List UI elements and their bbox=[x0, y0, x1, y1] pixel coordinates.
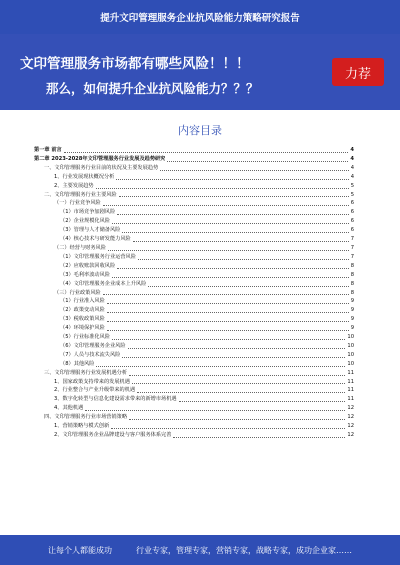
toc-entry-page: 11 bbox=[347, 387, 354, 394]
toc-leader-dots bbox=[160, 170, 349, 171]
toc-leader-dots bbox=[107, 312, 349, 313]
toc-entry-page: 5 bbox=[350, 191, 354, 198]
toc-entry-text: （4）文印管理服务企业成本上升风险 bbox=[60, 280, 147, 287]
table-of-contents bbox=[34, 146, 354, 440]
toc-entry-text: （2）企业规模化风险 bbox=[60, 218, 110, 225]
toc-leader-dots bbox=[96, 188, 349, 189]
top-banner bbox=[0, 0, 400, 34]
toc-entry-text: （2）应收账款回收风险 bbox=[60, 262, 116, 269]
toc-entry[interactable] bbox=[34, 271, 354, 280]
toc-entry[interactable] bbox=[34, 235, 354, 244]
toc-leader-dots bbox=[132, 383, 345, 384]
toc-entry-text: （6）文印管理服务企业风险 bbox=[60, 342, 126, 349]
toc-leader-dots bbox=[133, 241, 349, 242]
toc-entry[interactable] bbox=[34, 226, 354, 235]
toc-leader-dots bbox=[64, 152, 349, 153]
toc-entry-text: （一）行业竞争风险 bbox=[54, 200, 101, 207]
toc-entry-page: 8 bbox=[350, 271, 354, 278]
toc-entry-page: 8 bbox=[350, 262, 354, 269]
toc-leader-dots bbox=[107, 330, 349, 331]
toc-entry[interactable] bbox=[34, 333, 354, 342]
toc-entry[interactable] bbox=[34, 315, 354, 324]
badge-label: 力荐 bbox=[344, 66, 371, 82]
toc-entry-page: 9 bbox=[350, 316, 354, 323]
toc-entry-page: 6 bbox=[350, 218, 354, 225]
toc-entry-page: 8 bbox=[350, 289, 354, 296]
toc-entry-page: 4 bbox=[350, 155, 354, 162]
toc-entry-page: 6 bbox=[350, 200, 354, 207]
toc-leader-dots bbox=[112, 339, 345, 340]
toc-entry-page: 5 bbox=[350, 182, 354, 189]
footer-experts: 行业专家，管理专家，营销专家，战略专家，成功企业家…… bbox=[136, 545, 352, 555]
toc-entry-text: 1、国家政策支持带来的发展机遇 bbox=[54, 378, 130, 385]
toc-entry-page: 11 bbox=[347, 369, 354, 376]
toc-entry[interactable] bbox=[34, 369, 354, 378]
toc-leader-dots bbox=[129, 375, 345, 376]
toc-entry[interactable] bbox=[34, 386, 354, 395]
toc-entry-text: 四、文印管理服务行业市场营销策略 bbox=[44, 414, 128, 421]
toc-entry-page: 12 bbox=[347, 414, 354, 421]
recommend-badge bbox=[332, 58, 384, 86]
toc-leader-dots bbox=[129, 419, 345, 420]
footer-slogan: 让每个人都能成功 bbox=[48, 545, 112, 555]
toc-leader-dots bbox=[111, 428, 345, 429]
toc-entry[interactable] bbox=[34, 191, 354, 200]
toc-entry-text: 1、行业发展现状概况分析 bbox=[54, 173, 115, 180]
toc-entry[interactable] bbox=[34, 253, 354, 262]
toc-entry-page: 9 bbox=[350, 307, 354, 314]
toc-leader-dots bbox=[128, 348, 346, 349]
toc-leader-dots bbox=[117, 268, 349, 269]
footer-bar bbox=[0, 535, 400, 565]
toc-entry-page: 11 bbox=[347, 378, 354, 385]
toc-entry-text: 4、其他机遇 bbox=[54, 405, 84, 412]
toc-entry[interactable] bbox=[34, 413, 354, 422]
toc-entry[interactable] bbox=[34, 199, 354, 208]
toc-entry-text: （二）经营与财务风险 bbox=[54, 244, 106, 251]
toc-leader-dots bbox=[117, 214, 349, 215]
headline-question: 文印管理服务市场都有哪些风险！！！ bbox=[20, 56, 250, 72]
toc-entry[interactable] bbox=[34, 262, 354, 271]
toc-entry-text: （3）毛利率波动风险 bbox=[60, 271, 110, 278]
toc-title: 内容目录 bbox=[178, 124, 222, 137]
toc-leader-dots bbox=[108, 250, 349, 251]
toc-entry-text: （1）市场竞争加剧风险 bbox=[60, 209, 116, 216]
toc-leader-dots bbox=[112, 277, 349, 278]
toc-entry[interactable] bbox=[34, 422, 354, 431]
toc-entry-page: 12 bbox=[347, 405, 354, 412]
toc-entry-page: 10 bbox=[347, 334, 354, 341]
toc-entry-page: 10 bbox=[347, 342, 354, 349]
toc-leader-dots bbox=[179, 401, 346, 402]
report-title: 提升文印管理服务企业抗风险能力策略研究报告 bbox=[100, 13, 300, 24]
toc-entry-text: （4）环境保护风险 bbox=[60, 325, 105, 332]
toc-leader-dots bbox=[96, 366, 345, 367]
headline-subquestion: 那么，如何提升企业抗风险能力？？？ bbox=[46, 81, 259, 96]
toc-entry[interactable] bbox=[34, 306, 354, 315]
toc-entry-text: 二、文印管理服务行业主要风险 bbox=[44, 191, 117, 198]
toc-entry[interactable] bbox=[34, 244, 354, 253]
toc-leader-dots bbox=[148, 286, 348, 287]
toc-entry-text: 2、主要发展趋势 bbox=[54, 182, 94, 189]
toc-entry-page: 12 bbox=[347, 423, 354, 430]
toc-entry-page: 6 bbox=[350, 227, 354, 234]
toc-entry-page: 10 bbox=[347, 351, 354, 358]
toc-entry-text: 第一章 前言 bbox=[34, 147, 62, 153]
toc-leader-dots bbox=[173, 437, 345, 438]
toc-leader-dots bbox=[122, 232, 348, 233]
toc-entry-text: （1）行业准入风险 bbox=[60, 298, 105, 305]
toc-entry-page: 4 bbox=[350, 164, 354, 171]
toc-entry-page: 7 bbox=[350, 236, 354, 243]
toc-entry-text: 2、文印管理服务企业品牌建设与客户服务体系完善 bbox=[54, 432, 172, 438]
toc-entry[interactable] bbox=[34, 342, 354, 351]
toc-leader-dots bbox=[103, 294, 349, 295]
toc-entry[interactable] bbox=[34, 351, 354, 360]
toc-entry-page: 10 bbox=[347, 360, 354, 367]
toc-entry[interactable] bbox=[34, 155, 354, 164]
toc-leader-dots bbox=[138, 259, 349, 260]
toc-entry-page: 7 bbox=[350, 244, 354, 251]
toc-entry-page: 6 bbox=[350, 209, 354, 216]
toc-entry-text: 第二章 2023-2028年文印管理服务行业发展及趋势研究 bbox=[34, 155, 166, 162]
toc-entry[interactable] bbox=[34, 182, 354, 191]
toc-entry[interactable] bbox=[34, 431, 354, 440]
toc-leader-dots bbox=[107, 303, 349, 304]
toc-entry-text: （8）其他风险 bbox=[60, 360, 95, 367]
toc-entry-page: 8 bbox=[350, 280, 354, 287]
toc-entry-text: 3、数字化转型与信息化建设需求带来的新增市场机遇 bbox=[54, 396, 177, 403]
toc-entry-page: 4 bbox=[350, 173, 354, 180]
toc-entry-page: 12 bbox=[347, 432, 354, 438]
toc-entry[interactable] bbox=[34, 404, 354, 413]
toc-entry[interactable] bbox=[34, 217, 354, 226]
toc-entry[interactable] bbox=[34, 395, 354, 404]
toc-entry[interactable] bbox=[34, 360, 354, 369]
toc-entry-page: 7 bbox=[350, 253, 354, 260]
toc-leader-dots bbox=[116, 179, 348, 180]
toc-entry-text: （4）核心技术与研发能力风险 bbox=[60, 236, 131, 243]
toc-entry-text: 一、文印管理服务行业目前的状况及主要发展趋势 bbox=[44, 164, 159, 171]
toc-entry-page: 11 bbox=[347, 396, 354, 403]
toc-entry-text: （3）税收政策风险 bbox=[60, 316, 105, 323]
toc-entry-text: 2、行业整合与产业升级带来的机遇 bbox=[54, 387, 136, 394]
toc-entry-text: （5）行业标准化风险 bbox=[60, 334, 110, 341]
toc-entry-text: （3）管理与人才储备风险 bbox=[60, 227, 121, 234]
toc-leader-dots bbox=[137, 392, 345, 393]
toc-leader-dots bbox=[112, 223, 349, 224]
toc-entry[interactable] bbox=[34, 164, 354, 173]
toc-entry-text: 三、文印管理服务行业发展机遇分析 bbox=[44, 369, 128, 376]
toc-entry-page: 9 bbox=[350, 325, 354, 332]
toc-entry[interactable] bbox=[34, 289, 354, 298]
toc-entry[interactable] bbox=[34, 324, 354, 333]
toc-entry-text: 1、营销策略与模式创新 bbox=[54, 423, 110, 430]
toc-entry[interactable] bbox=[34, 173, 354, 182]
toc-entry[interactable] bbox=[34, 146, 354, 155]
toc-leader-dots bbox=[167, 161, 348, 162]
toc-entry-text: （2）政策变动风险 bbox=[60, 307, 105, 314]
toc-entry[interactable] bbox=[34, 378, 354, 387]
toc-leader-dots bbox=[107, 321, 349, 322]
toc-entry-text: （7）人员与技术流失风险 bbox=[60, 351, 121, 358]
toc-entry-page: 9 bbox=[350, 298, 354, 305]
toc-entry-page: 4 bbox=[350, 147, 354, 153]
toc-entry[interactable] bbox=[34, 280, 354, 289]
toc-leader-dots bbox=[119, 196, 349, 197]
toc-leader-dots bbox=[85, 410, 345, 411]
toc-entry-text: （三）行业政策风险 bbox=[54, 289, 101, 296]
toc-leader-dots bbox=[103, 205, 349, 206]
toc-leader-dots bbox=[122, 357, 345, 358]
toc-entry[interactable] bbox=[34, 297, 354, 306]
toc-entry-text: （1）文印管理服务行业运营风险 bbox=[60, 253, 136, 260]
toc-entry[interactable] bbox=[34, 208, 354, 217]
